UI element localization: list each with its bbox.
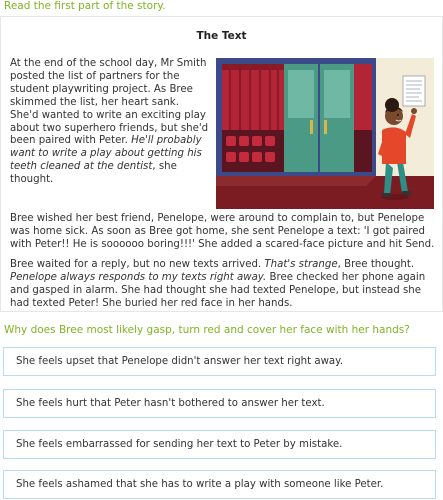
italic-thought-text: Penelope always responds to my texts right away. xyxy=(10,271,267,283)
answer-option-3[interactable]: She feels embarrassed for sending her text to Peter by mistake. xyxy=(3,430,436,459)
story-illustration xyxy=(216,58,434,209)
answer-option-4[interactable]: She feels ashamed that she has to write a play with someone like Peter. xyxy=(3,470,436,499)
story-text-segment: Bree checked her phone again and gasped in alarm. She had thought she had texted Penelope, but instead she had texted Peter! She buried her red face in her hands. xyxy=(10,271,426,309)
story-title: The Text xyxy=(196,30,247,42)
story-text-segment: , Bree thought. xyxy=(337,259,415,270)
story-panel xyxy=(0,16,443,312)
answer-option-1[interactable]: She feels upset that Penelope didn't answer her text right away. xyxy=(3,347,436,376)
instruction-text: Read the first part of the story. xyxy=(4,0,166,12)
question-text: Why does Bree most likely gasp, turn red and cover her face with her hands? xyxy=(4,324,410,336)
story-text-segment: Bree wished her best friend, Penelope, were around to complain to, but Penelope was home sick. As soon as Bree got home, she sent Penelope a text: 'I got paired with Peter!! He is soooooo boring!!!' She added a scared-face picture and hit Send. xyxy=(10,213,435,250)
story-text-segment: , she thought. xyxy=(10,161,177,186)
story-paragraph-2 xyxy=(10,213,435,252)
story-text-segment: Bree waited for a reply, but no new texts arrived. xyxy=(10,259,265,270)
italic-thought-text: He'll probably want to write a play about getting his teeth cleaned at the dentist xyxy=(10,135,202,173)
story-paragraph-3 xyxy=(10,259,435,311)
answer-option-2[interactable]: She feels hurt that Peter hasn't bothered to answer her text. xyxy=(3,389,436,418)
italic-thought-text: That's strange xyxy=(264,259,338,270)
story-text-segment: At the end of the school day, Mr Smith posted the list of partners for the student playwriting project. As Bree skimmed the list, her heart sank. She'd wanted to write an exciting play about two superhero friends, but she'd been paired with Peter. xyxy=(10,58,209,147)
story-paragraph-1 xyxy=(10,58,210,187)
